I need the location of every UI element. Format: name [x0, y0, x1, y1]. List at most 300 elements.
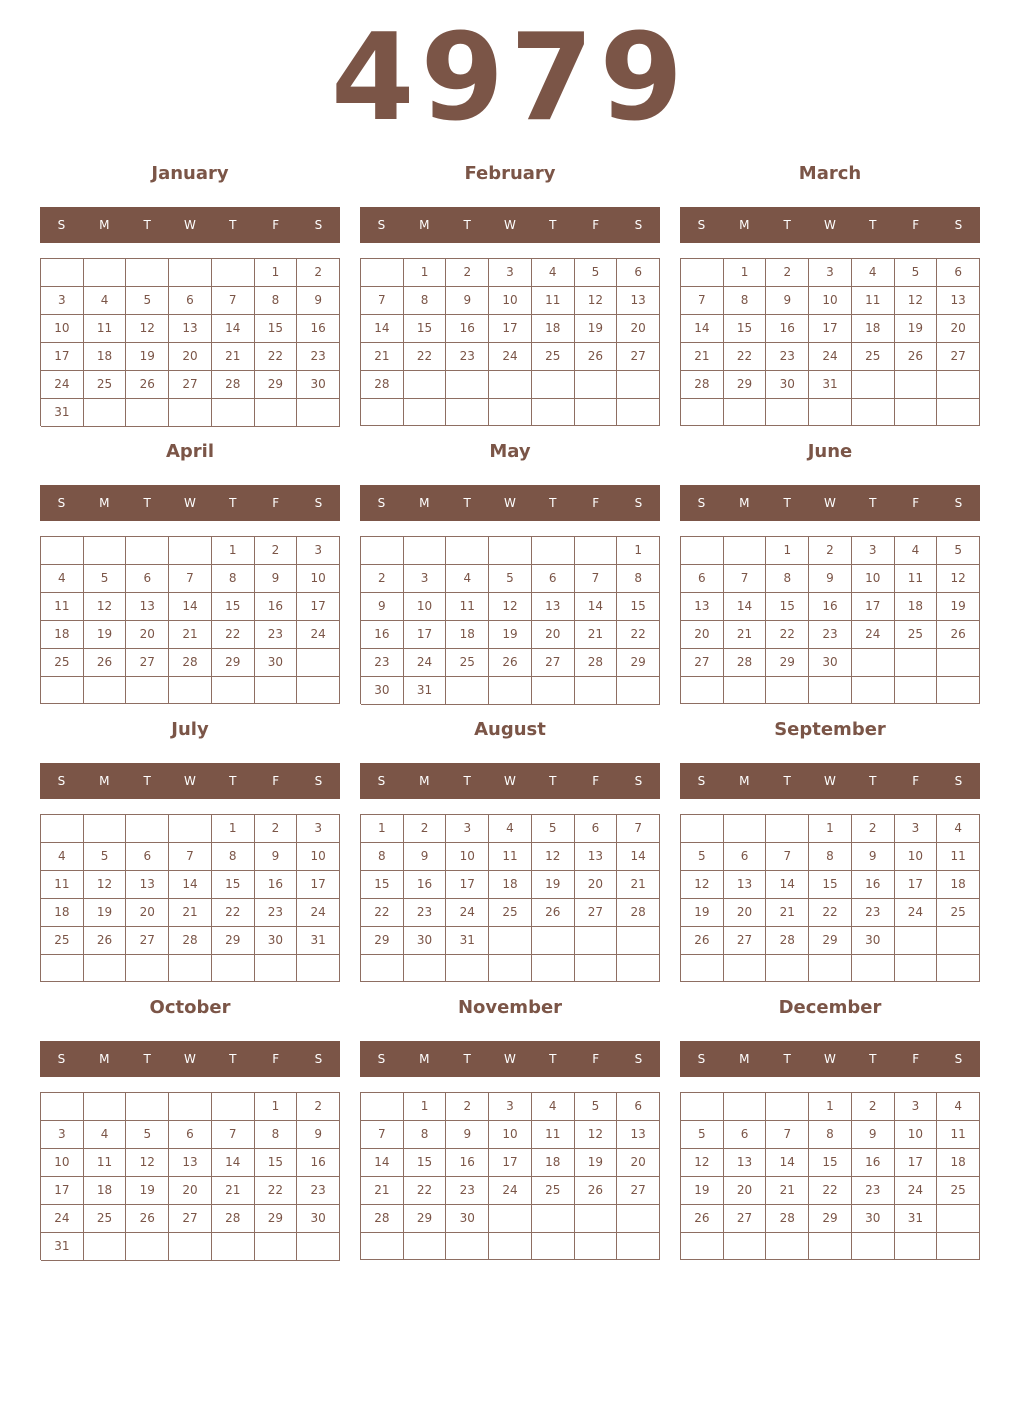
day-cell: 9	[446, 287, 489, 315]
day-grid	[40, 258, 340, 426]
day-cell: 30	[255, 649, 298, 677]
empty-cell	[446, 371, 489, 399]
weekday-label: M	[739, 1052, 750, 1066]
weekday-label: W	[824, 1052, 836, 1066]
empty-cell	[84, 955, 127, 982]
day-cell: 12	[84, 871, 127, 899]
weekday-header	[360, 763, 660, 799]
weekday-label: M	[99, 218, 110, 232]
day-cell: 12	[937, 565, 980, 593]
day-cell: 24	[41, 371, 84, 399]
empty-cell	[852, 399, 895, 426]
month-name: April	[165, 441, 215, 462]
day-cell: 16	[297, 1149, 340, 1177]
empty-cell	[937, 371, 980, 399]
day-cell: 22	[255, 343, 298, 371]
empty-cell	[169, 1093, 212, 1121]
day-cell: 4	[84, 1121, 127, 1149]
month-name: June	[807, 441, 853, 462]
weekday-label: T	[549, 218, 557, 232]
empty-cell	[852, 955, 895, 982]
day-cell: 1	[255, 1093, 298, 1121]
empty-cell	[895, 1233, 938, 1260]
empty-cell	[895, 677, 938, 704]
day-cell: 4	[446, 565, 489, 593]
empty-cell	[126, 815, 169, 843]
weekday-label: T	[869, 218, 877, 232]
day-cell: 28	[212, 1205, 255, 1233]
day-cell: 1	[766, 537, 809, 565]
day-cell: 23	[297, 1177, 340, 1205]
day-cell: 18	[489, 871, 532, 899]
day-cell: 22	[724, 343, 767, 371]
day-cell: 2	[404, 815, 447, 843]
empty-cell	[126, 955, 169, 982]
day-cell: 13	[575, 843, 618, 871]
day-cell: 3	[852, 537, 895, 565]
weekday-header	[680, 1041, 980, 1077]
empty-cell	[404, 371, 447, 399]
day-cell: 8	[724, 287, 767, 315]
day-cell: 25	[852, 343, 895, 371]
weekday-label: F	[592, 218, 600, 232]
day-cell: 30	[297, 371, 340, 399]
empty-cell	[681, 955, 724, 982]
day-cell: 25	[446, 649, 489, 677]
month-name: August	[474, 719, 546, 740]
empty-cell	[724, 1093, 767, 1121]
empty-cell	[575, 677, 618, 705]
day-cell: 3	[404, 565, 447, 593]
weekday-label: M	[739, 496, 750, 510]
day-cell: 29	[361, 927, 404, 955]
day-cell: 4	[852, 259, 895, 287]
day-cell: 4	[84, 287, 127, 315]
day-cell: 23	[809, 621, 852, 649]
empty-cell	[446, 955, 489, 982]
weekday-label: T	[463, 774, 471, 788]
empty-cell	[681, 1233, 724, 1260]
day-cell: 29	[255, 1205, 298, 1233]
empty-cell	[255, 1233, 298, 1261]
empty-cell	[126, 259, 169, 287]
weekday-label: T	[143, 496, 151, 510]
day-cell: 10	[446, 843, 489, 871]
day-cell: 8	[212, 843, 255, 871]
empty-cell	[532, 1205, 575, 1233]
day-cell: 9	[852, 843, 895, 871]
empty-cell	[41, 537, 84, 565]
day-cell: 26	[126, 1205, 169, 1233]
day-cell: 15	[255, 315, 298, 343]
empty-cell	[724, 399, 767, 426]
day-cell: 13	[169, 315, 212, 343]
empty-cell	[617, 927, 660, 955]
day-cell: 19	[532, 871, 575, 899]
day-cell: 17	[809, 315, 852, 343]
day-cell: 15	[724, 315, 767, 343]
day-cell: 10	[489, 1121, 532, 1149]
empty-cell	[84, 1093, 127, 1121]
day-cell: 21	[212, 343, 255, 371]
day-cell: 18	[532, 315, 575, 343]
day-grid	[360, 258, 660, 426]
empty-cell	[575, 1205, 618, 1233]
day-cell: 14	[681, 315, 724, 343]
empty-cell	[724, 955, 767, 982]
empty-cell	[724, 677, 767, 704]
day-cell: 30	[809, 649, 852, 677]
empty-cell	[404, 399, 447, 426]
weekday-label: S	[954, 496, 963, 510]
day-cell: 16	[852, 871, 895, 899]
day-cell: 22	[404, 343, 447, 371]
day-cell: 11	[937, 1121, 980, 1149]
day-cell: 20	[937, 315, 980, 343]
empty-cell	[489, 399, 532, 426]
day-cell: 8	[809, 1121, 852, 1149]
empty-cell	[404, 955, 447, 982]
day-cell: 18	[446, 621, 489, 649]
day-cell: 12	[489, 593, 532, 621]
day-grid	[40, 536, 340, 704]
empty-cell	[532, 1233, 575, 1260]
empty-cell	[681, 537, 724, 565]
weekday-label: S	[314, 1052, 323, 1066]
day-cell: 25	[532, 343, 575, 371]
day-cell: 28	[617, 899, 660, 927]
day-cell: 3	[297, 537, 340, 565]
empty-cell	[895, 927, 938, 955]
day-cell: 16	[404, 871, 447, 899]
day-cell: 1	[404, 1093, 447, 1121]
day-cell: 6	[617, 259, 660, 287]
weekday-label: T	[143, 774, 151, 788]
empty-cell	[617, 1205, 660, 1233]
weekday-label: M	[739, 218, 750, 232]
weekday-label: S	[377, 218, 386, 232]
day-grid	[360, 814, 660, 982]
empty-cell	[937, 649, 980, 677]
day-cell: 30	[766, 371, 809, 399]
day-cell: 22	[617, 621, 660, 649]
day-cell: 10	[297, 565, 340, 593]
day-cell: 10	[895, 1121, 938, 1149]
day-cell: 20	[169, 343, 212, 371]
empty-cell	[489, 677, 532, 705]
weekday-label: T	[869, 496, 877, 510]
empty-cell	[212, 677, 255, 704]
day-cell: 9	[255, 843, 298, 871]
empty-cell	[361, 537, 404, 565]
weekday-label: S	[377, 496, 386, 510]
day-cell: 14	[575, 593, 618, 621]
day-cell: 9	[297, 287, 340, 315]
day-cell: 23	[297, 343, 340, 371]
empty-cell	[532, 537, 575, 565]
day-cell: 29	[255, 371, 298, 399]
weekday-label: W	[824, 496, 836, 510]
day-cell: 12	[681, 1149, 724, 1177]
day-cell: 22	[212, 899, 255, 927]
empty-cell	[766, 955, 809, 982]
weekday-label: S	[57, 496, 66, 510]
day-cell: 8	[404, 1121, 447, 1149]
empty-cell	[404, 1233, 447, 1260]
day-cell: 31	[297, 927, 340, 955]
day-cell: 7	[681, 287, 724, 315]
day-cell: 18	[84, 1177, 127, 1205]
empty-cell	[724, 1233, 767, 1260]
day-cell: 14	[724, 593, 767, 621]
empty-cell	[575, 537, 618, 565]
empty-cell	[937, 1205, 980, 1233]
weekday-header	[40, 763, 340, 799]
weekday-header	[40, 207, 340, 243]
empty-cell	[617, 677, 660, 705]
day-cell: 11	[532, 1121, 575, 1149]
empty-cell	[84, 259, 127, 287]
empty-cell	[617, 1233, 660, 1260]
day-cell: 8	[766, 565, 809, 593]
day-cell: 5	[84, 565, 127, 593]
weekday-header	[680, 763, 980, 799]
day-cell: 11	[895, 565, 938, 593]
day-cell: 18	[852, 315, 895, 343]
day-cell: 6	[169, 1121, 212, 1149]
weekday-label: M	[419, 1052, 430, 1066]
empty-cell	[361, 1093, 404, 1121]
day-cell: 13	[126, 593, 169, 621]
empty-cell	[446, 677, 489, 705]
day-cell: 10	[41, 315, 84, 343]
day-cell: 25	[489, 899, 532, 927]
day-grid	[680, 536, 980, 704]
day-cell: 30	[852, 1205, 895, 1233]
day-cell: 30	[446, 1205, 489, 1233]
day-cell: 1	[212, 815, 255, 843]
empty-cell	[84, 815, 127, 843]
day-cell: 29	[724, 371, 767, 399]
day-cell: 28	[681, 371, 724, 399]
day-cell: 17	[489, 315, 532, 343]
day-cell: 24	[489, 343, 532, 371]
weekday-label: T	[783, 774, 791, 788]
empty-cell	[126, 1233, 169, 1261]
day-cell: 29	[404, 1205, 447, 1233]
empty-cell	[297, 677, 340, 704]
day-cell: 30	[361, 677, 404, 705]
day-cell: 19	[126, 343, 169, 371]
empty-cell	[532, 371, 575, 399]
day-cell: 29	[212, 927, 255, 955]
day-cell: 13	[617, 1121, 660, 1149]
day-cell: 21	[361, 1177, 404, 1205]
day-cell: 9	[809, 565, 852, 593]
day-cell: 19	[681, 1177, 724, 1205]
day-cell: 21	[724, 621, 767, 649]
day-cell: 25	[937, 899, 980, 927]
empty-cell	[532, 677, 575, 705]
empty-cell	[681, 399, 724, 426]
day-cell: 19	[937, 593, 980, 621]
day-cell: 8	[255, 1121, 298, 1149]
day-cell: 25	[84, 371, 127, 399]
day-cell: 5	[84, 843, 127, 871]
weekday-label: M	[419, 218, 430, 232]
day-cell: 24	[297, 899, 340, 927]
day-cell: 21	[766, 1177, 809, 1205]
day-cell: 12	[126, 315, 169, 343]
weekday-label: T	[463, 496, 471, 510]
day-cell: 6	[126, 843, 169, 871]
day-cell: 12	[681, 871, 724, 899]
empty-cell	[766, 399, 809, 426]
empty-cell	[169, 677, 212, 704]
day-cell: 12	[575, 1121, 618, 1149]
weekday-label: F	[592, 496, 600, 510]
day-cell: 17	[852, 593, 895, 621]
day-cell: 21	[169, 899, 212, 927]
weekday-label: M	[739, 774, 750, 788]
day-cell: 10	[297, 843, 340, 871]
day-cell: 2	[852, 815, 895, 843]
empty-cell	[617, 399, 660, 426]
day-cell: 15	[212, 593, 255, 621]
empty-cell	[361, 399, 404, 426]
day-cell: 10	[895, 843, 938, 871]
day-cell: 24	[446, 899, 489, 927]
empty-cell	[895, 371, 938, 399]
day-cell: 23	[852, 899, 895, 927]
empty-cell	[724, 815, 767, 843]
weekday-label: S	[377, 1052, 386, 1066]
empty-cell	[297, 399, 340, 427]
day-cell: 24	[41, 1205, 84, 1233]
day-cell: 24	[852, 621, 895, 649]
day-cell: 27	[681, 649, 724, 677]
day-cell: 2	[446, 259, 489, 287]
day-cell: 4	[532, 259, 575, 287]
weekday-label: S	[57, 1052, 66, 1066]
day-cell: 7	[361, 287, 404, 315]
day-cell: 28	[361, 371, 404, 399]
day-cell: 11	[532, 287, 575, 315]
empty-cell	[532, 955, 575, 982]
empty-cell	[489, 1205, 532, 1233]
empty-cell	[532, 927, 575, 955]
day-cell: 17	[404, 621, 447, 649]
day-cell: 14	[766, 871, 809, 899]
day-cell: 26	[937, 621, 980, 649]
day-cell: 2	[255, 815, 298, 843]
day-cell: 20	[681, 621, 724, 649]
empty-cell	[255, 677, 298, 704]
day-cell: 8	[404, 287, 447, 315]
day-cell: 5	[126, 287, 169, 315]
day-cell: 18	[41, 899, 84, 927]
empty-cell	[766, 815, 809, 843]
empty-cell	[212, 1093, 255, 1121]
day-cell: 26	[532, 899, 575, 927]
day-cell: 10	[489, 287, 532, 315]
day-cell: 6	[681, 565, 724, 593]
day-cell: 25	[532, 1177, 575, 1205]
day-cell: 4	[895, 537, 938, 565]
day-cell: 20	[617, 315, 660, 343]
weekday-label: S	[634, 496, 643, 510]
weekday-label: T	[549, 1052, 557, 1066]
empty-cell	[446, 537, 489, 565]
empty-cell	[895, 399, 938, 426]
day-cell: 19	[895, 315, 938, 343]
day-cell: 19	[575, 1149, 618, 1177]
day-cell: 13	[617, 287, 660, 315]
empty-cell	[297, 1233, 340, 1261]
empty-cell	[41, 1093, 84, 1121]
day-cell: 30	[297, 1205, 340, 1233]
empty-cell	[489, 371, 532, 399]
day-cell: 10	[41, 1149, 84, 1177]
day-cell: 11	[41, 593, 84, 621]
day-cell: 29	[809, 1205, 852, 1233]
day-cell: 9	[297, 1121, 340, 1149]
empty-cell	[681, 259, 724, 287]
day-cell: 28	[766, 1205, 809, 1233]
empty-cell	[404, 537, 447, 565]
day-cell: 1	[255, 259, 298, 287]
day-cell: 22	[404, 1177, 447, 1205]
empty-cell	[766, 677, 809, 704]
day-cell: 28	[575, 649, 618, 677]
day-cell: 26	[126, 371, 169, 399]
weekday-label: T	[229, 774, 237, 788]
empty-cell	[446, 399, 489, 426]
empty-cell	[297, 649, 340, 677]
day-grid	[680, 258, 980, 426]
day-cell: 31	[809, 371, 852, 399]
day-cell: 12	[126, 1149, 169, 1177]
day-cell: 9	[852, 1121, 895, 1149]
empty-cell	[212, 259, 255, 287]
day-cell: 11	[446, 593, 489, 621]
empty-cell	[617, 955, 660, 982]
day-cell: 14	[361, 1149, 404, 1177]
weekday-label: F	[272, 774, 280, 788]
day-cell: 16	[361, 621, 404, 649]
day-cell: 11	[84, 315, 127, 343]
day-cell: 20	[617, 1149, 660, 1177]
weekday-label: W	[504, 1052, 516, 1066]
weekday-label: F	[912, 218, 920, 232]
weekday-label: F	[272, 218, 280, 232]
day-cell: 1	[212, 537, 255, 565]
day-cell: 26	[895, 343, 938, 371]
month-name: March	[798, 163, 862, 184]
empty-cell	[41, 677, 84, 704]
day-cell: 29	[809, 927, 852, 955]
day-cell: 17	[489, 1149, 532, 1177]
empty-cell	[724, 537, 767, 565]
day-cell: 9	[766, 287, 809, 315]
weekday-label: T	[229, 1052, 237, 1066]
day-cell: 8	[617, 565, 660, 593]
day-cell: 14	[212, 315, 255, 343]
empty-cell	[937, 927, 980, 955]
day-cell: 5	[681, 1121, 724, 1149]
day-cell: 7	[766, 1121, 809, 1149]
day-cell: 2	[255, 537, 298, 565]
